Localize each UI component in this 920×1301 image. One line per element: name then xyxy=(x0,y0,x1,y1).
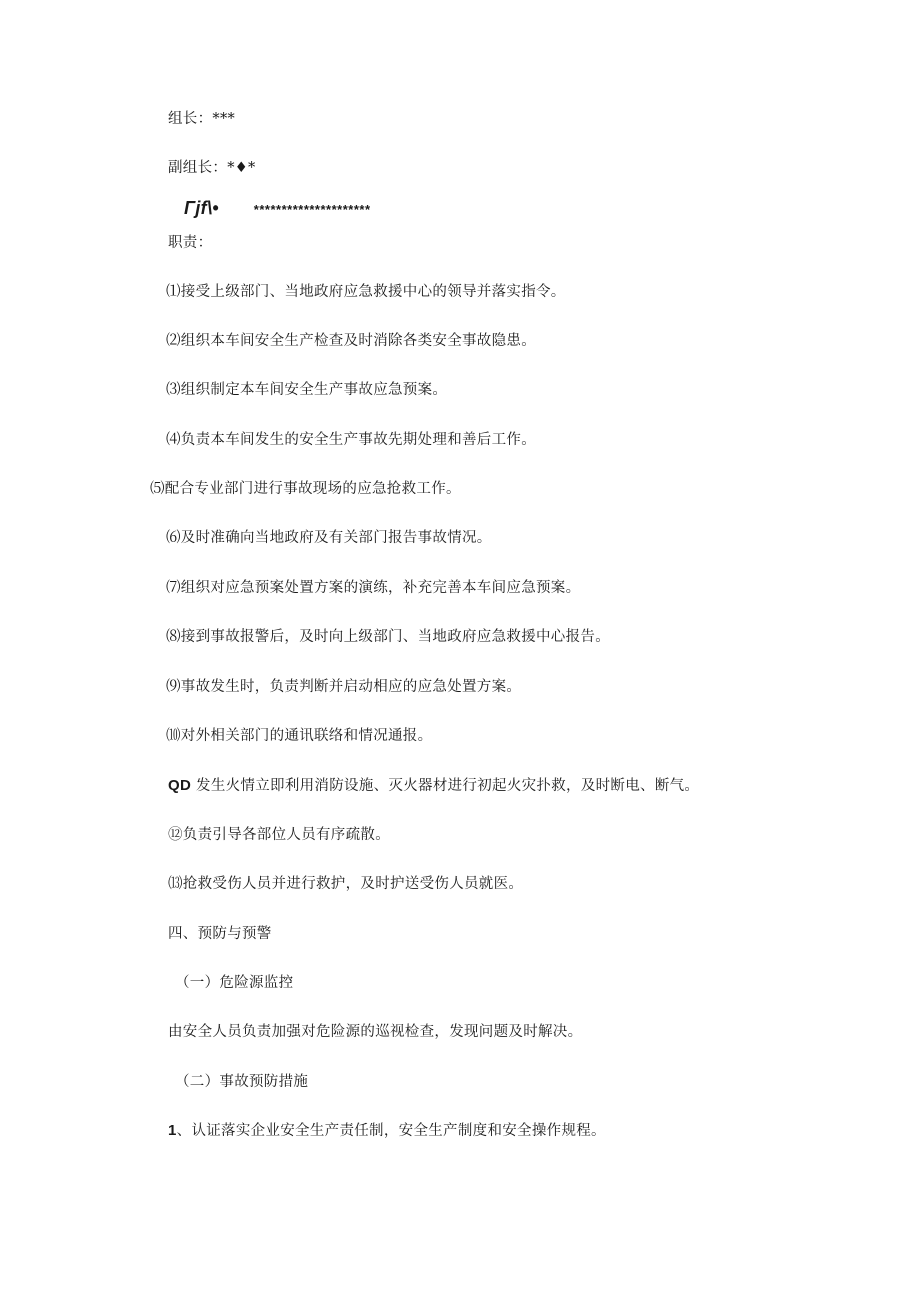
duty-item-11-text: 发生火情立即利用消防设施、灭火器材进行初起火灾扑救，及时断电、断气。 xyxy=(196,778,700,794)
duty-item-8: ⑻接到事故报警后，及时向上级部门、当地政府应急救援中心报告。 xyxy=(166,629,610,645)
duty-item-7: ⑺组织对应急预案处置方案的演练，补充完善本车间应急预案。 xyxy=(166,580,581,596)
duty-item-2: ⑵组织本车间安全生产检查及时消除各类安全事故隐患。 xyxy=(166,333,536,349)
subsection-1-body: 由安全人员负责加强对危险源的巡视检查，发现问题及时解决。 xyxy=(168,1024,583,1040)
garbled-stars: ********************* xyxy=(253,202,371,217)
measure-item-1-number: 1 xyxy=(168,1122,177,1139)
duty-item-3: ⑶组织制定本车间安全生产事故应急预案。 xyxy=(166,382,448,398)
subsection-1-title: （一）危险源监控 xyxy=(175,975,294,991)
duty-item-1: ⑴接受上级部门、当地政府应急救援中心的领导并落实指令。 xyxy=(166,284,566,300)
duties-heading: 职责： xyxy=(168,235,213,251)
duty-item-13: ⒀抢救受伤人员并进行救护，及时护送受伤人员就医。 xyxy=(168,876,524,892)
duty-item-10: ⑽对外相关部门的通讯联络和情况通报。 xyxy=(166,728,433,744)
duty-item-12: ⑫负责引导各部位人员有序疏散。 xyxy=(168,827,390,843)
leader-line: 组长：*** xyxy=(168,111,236,127)
duty-item-11-prefix: QD xyxy=(168,777,192,794)
subsection-2-title: （二）事故预防措施 xyxy=(175,1074,309,1090)
garbled-members-line xyxy=(184,198,371,220)
duty-item-5: ⑸配合专业部门进行事故现场的应急抢救工作。 xyxy=(150,481,461,497)
measure-item-1-text: 、认证落实企业安全生产责任制，安全生产制度和安全操作规程。 xyxy=(176,1123,606,1139)
measure-item-1 xyxy=(168,1121,606,1141)
duty-item-11 xyxy=(168,776,699,796)
garbled-label: Гjf\• xyxy=(184,198,219,218)
deputy-leader-line: 副组长：*♦* xyxy=(168,160,256,176)
duty-item-4: ⑷负责本车间发生的安全生产事故先期处理和善后工作。 xyxy=(166,432,536,448)
duty-item-6: ⑹及时准确向当地政府及有关部门报告事故情况。 xyxy=(166,530,492,546)
section-4-title: 四、预防与预警 xyxy=(168,926,272,942)
duty-item-9: ⑼事故发生时，负责判断并启动相应的应急处置方案。 xyxy=(166,679,522,695)
